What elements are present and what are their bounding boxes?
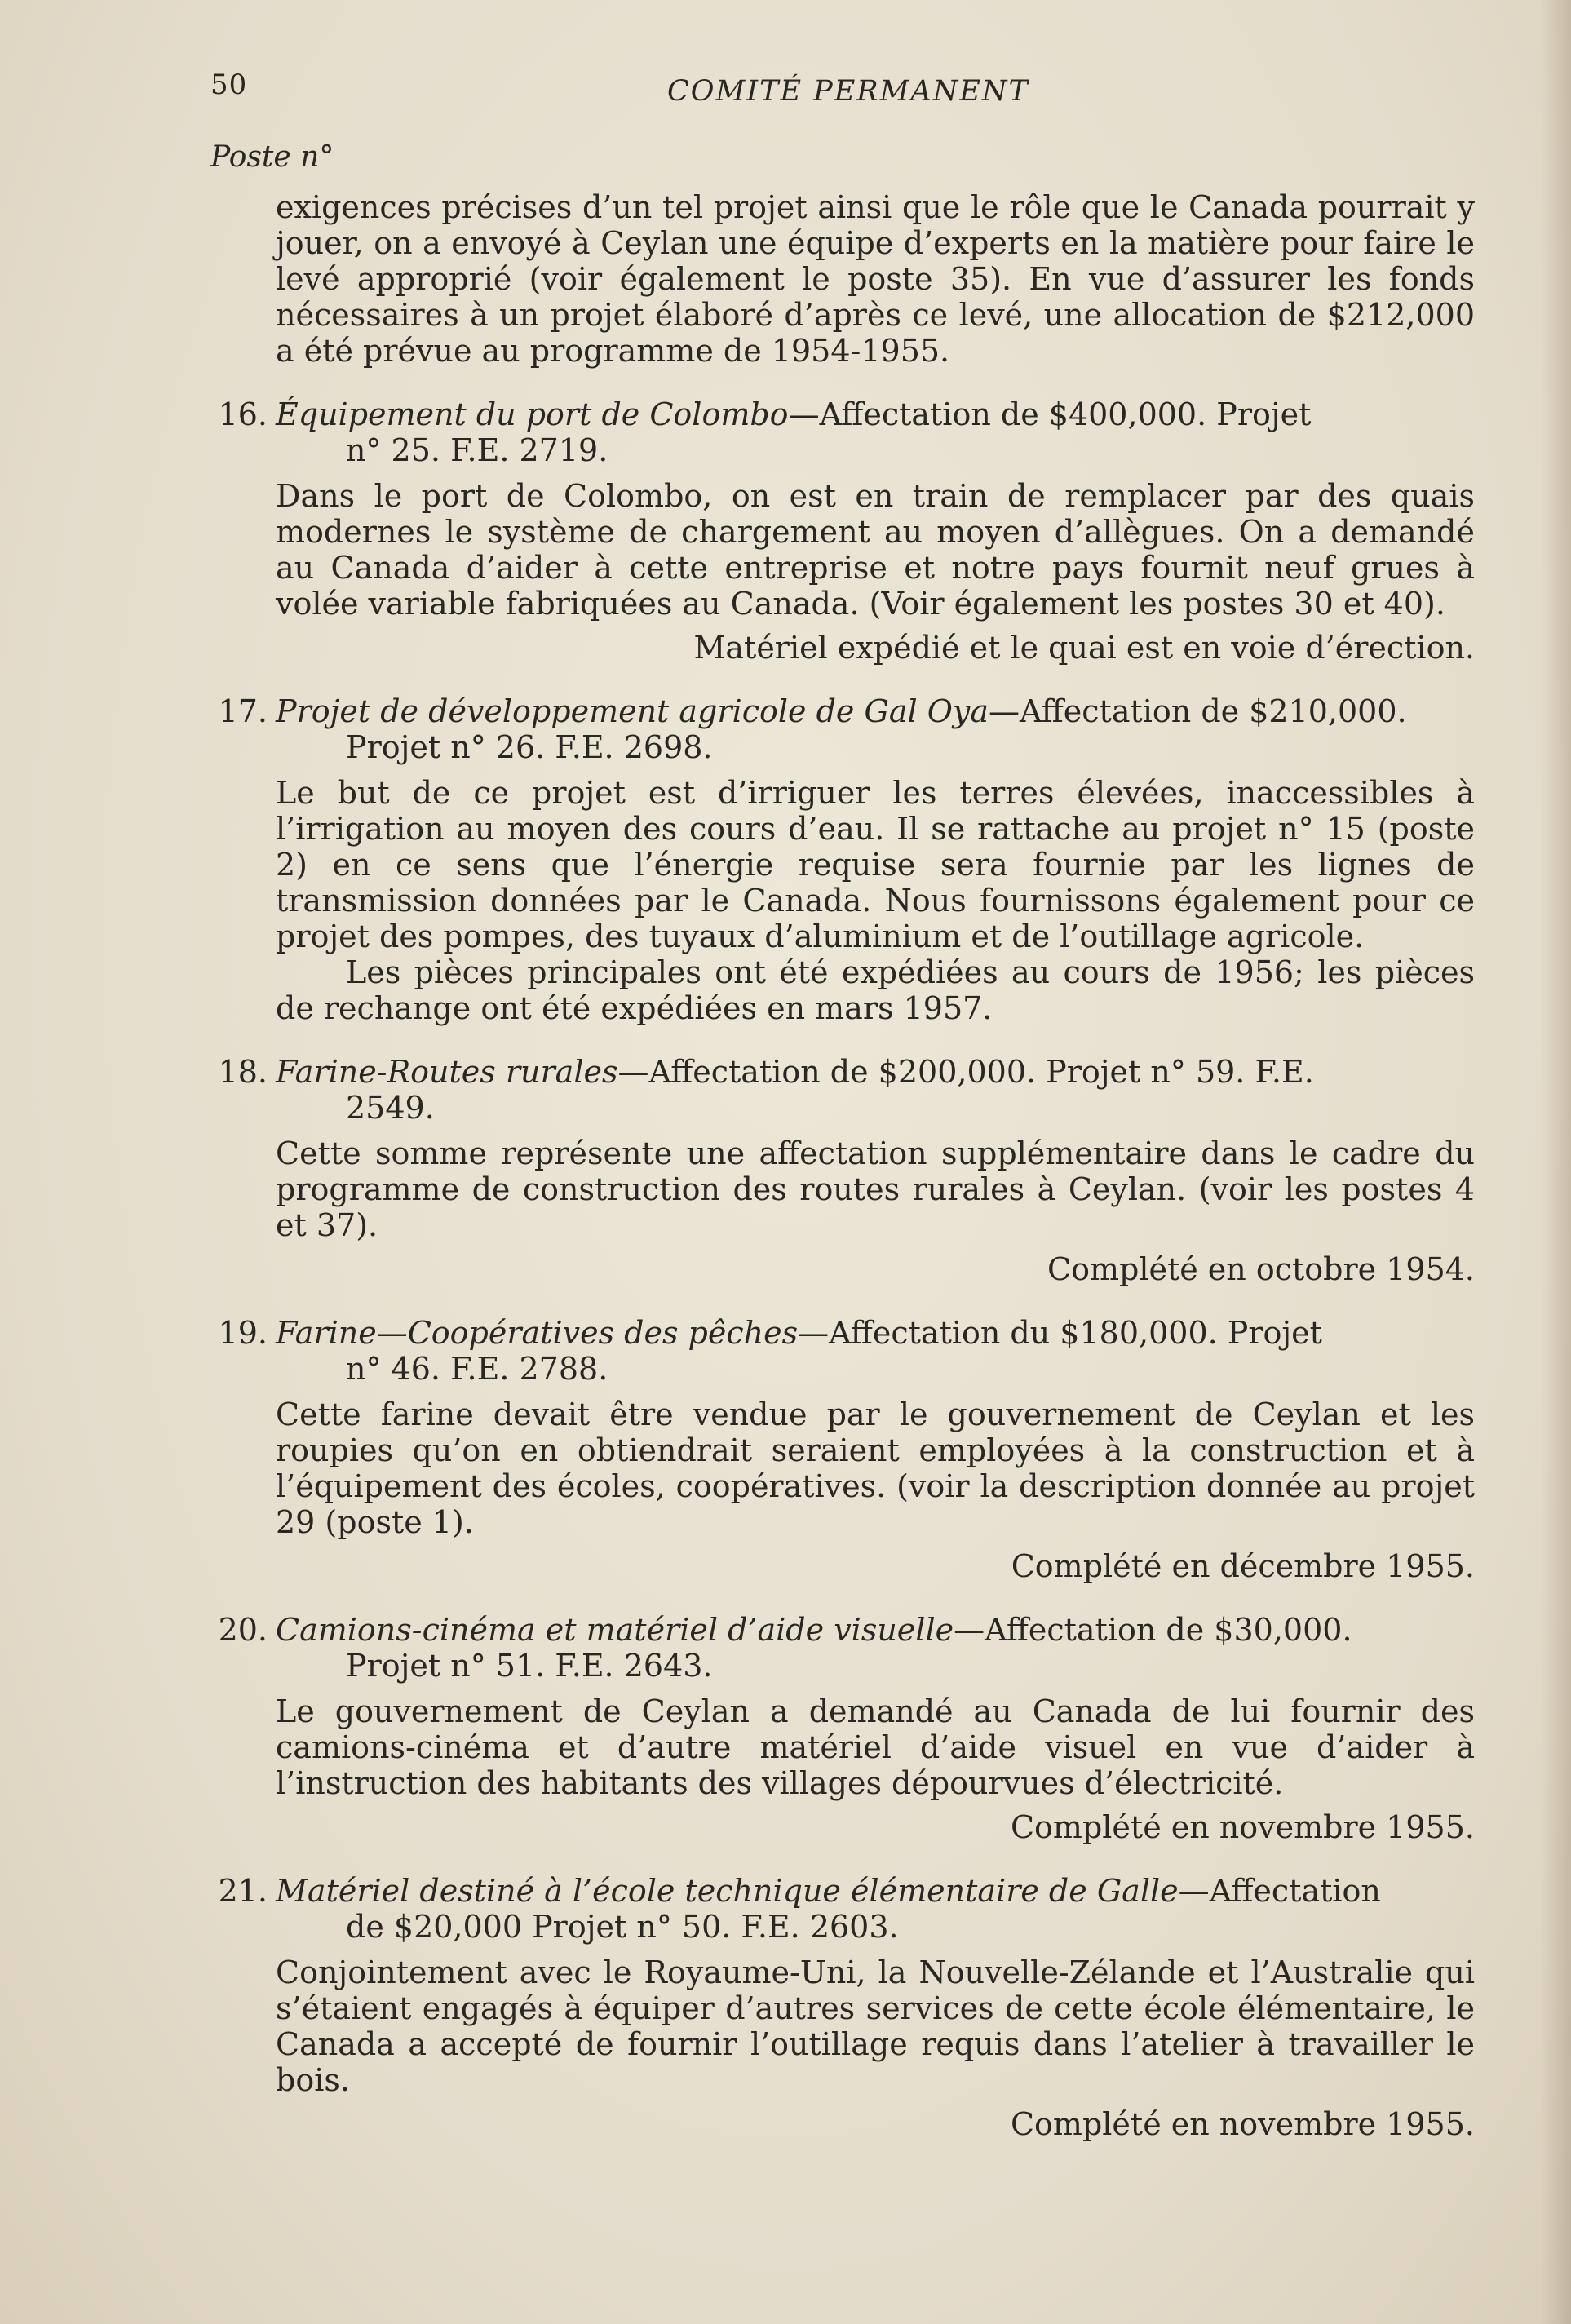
entry-number: 17. bbox=[218, 693, 268, 729]
column-label: Poste n° bbox=[210, 140, 334, 174]
entry-number: 21. bbox=[218, 1873, 268, 1909]
entry-allocation: —Affectation bbox=[1178, 1873, 1381, 1909]
entry-reference: n° 46. F.E. 2788. bbox=[346, 1351, 608, 1387]
entry-allocation: —Affectation de $210,000. bbox=[989, 693, 1407, 729]
entry-reference: Projet n° 51. F.E. 2643. bbox=[346, 1648, 713, 1684]
entry-paragraph: Conjointement avec le Royaume-Uni, la Nouvelle-Zélande et l’Australie qui s’étaient engagés à équiper d’autres services de cette école élémentaire, le Canada a accepté de fournir l’outillage requis dans l’atelier à travailler le bois. bbox=[276, 1954, 1475, 2098]
entry-title: Farine—Coopératives des pêches bbox=[276, 1315, 799, 1351]
entry-heading bbox=[276, 1873, 1475, 1909]
entry-paragraph: Dans le port de Colombo, on est en train de remplacer par des quais modernes le système de chargement au moyen d’allègues. On a demandé au Canada d’aider à cette entreprise et notre pays fournit neuf grues à volée variable fabriquées au Canada. (Voir également les postes 30 et 40). bbox=[276, 478, 1475, 622]
entry-allocation: —Affectation du $180,000. Projet bbox=[798, 1315, 1322, 1351]
entry-heading bbox=[276, 396, 1475, 432]
entry-paragraph: Cette somme représente une affectation supplémentaire dans le cadre du programme de construction des routes rurales à Ceylan. (voir les postes 4 et 37). bbox=[276, 1135, 1475, 1243]
entry-status: Complété en octobre 1954. bbox=[1047, 1251, 1475, 1287]
entry-heading bbox=[276, 1315, 1475, 1351]
entry-status: Complété en novembre 1955. bbox=[1010, 2106, 1475, 2142]
running-head: COMITÉ PERMANENT bbox=[667, 75, 1029, 108]
entry-heading bbox=[276, 693, 1475, 729]
entry-paragraph: Le but de ce projet est d’irriguer les terres élevées, inaccessibles à l’irrigation au moyen des cours d’eau. Il se rattache au projet n° 15 (poste 2) en ce sens que l’énergie requise sera fournie par les lignes de transmission données par le Canada. Nous fournissons également pour ce projet des pompes, des tuyaux d’aluminium et de l’outillage agricole. bbox=[276, 775, 1475, 954]
entry-20 bbox=[218, 1612, 1475, 1845]
entry-status: Complété en décembre 1955. bbox=[1011, 1548, 1475, 1584]
entry-21 bbox=[218, 1873, 1475, 2142]
intro-paragraph: exigences précises d’un tel projet ainsi que le rôle que le Canada pourrait y jouer, on a envoyé à Ceylan une équipe d’experts en la matière pour faire le levé approprié (voir également le poste 35). En vue d’assurer les fonds nécessaires à un projet élaboré d’après ce levé, une allocation de $212,000 a été prévue au programme de 1954-1955. bbox=[276, 189, 1475, 369]
entry-number: 18. bbox=[218, 1054, 268, 1090]
entry-number: 19. bbox=[218, 1315, 268, 1351]
entry-heading bbox=[276, 1612, 1475, 1648]
entry-number: 20. bbox=[218, 1612, 268, 1648]
page-edge-shadow bbox=[1540, 0, 1571, 2324]
entry-paragraph: Les pièces principales ont été expédiées au cours de 1956; les pièces de rechange ont été expédiées en mars 1957. bbox=[276, 954, 1475, 1026]
entry-allocation: —Affectation de $400,000. Projet bbox=[788, 396, 1312, 432]
entry-paragraph: Le gouvernement de Ceylan a demandé au Canada de lui fournir des camions-cinéma et d’autre matériel d’aide visuel en vue d’aider à l’instruction des habitants des villages dépourvues d’électricité. bbox=[276, 1693, 1475, 1801]
entry-number: 16. bbox=[218, 396, 268, 432]
entry-reference: de $20,000 Projet n° 50. F.E. 2603. bbox=[346, 1909, 899, 1945]
entry-title: Camions-cinéma et matériel d’aide visuelle bbox=[276, 1612, 954, 1648]
entry-heading bbox=[276, 1054, 1475, 1090]
page-number: 50 bbox=[210, 69, 248, 101]
entry-reference: Projet n° 26. F.E. 2698. bbox=[346, 729, 713, 765]
entry-allocation: —Affectation de $30,000. bbox=[954, 1612, 1352, 1648]
entry-reference: n° 25. F.E. 2719. bbox=[346, 432, 608, 468]
entry-17 bbox=[218, 693, 1475, 1026]
entry-paragraph: Cette farine devait être vendue par le gouvernement de Ceylan et les roupies qu’on en obtiendrait seraient employées à la construction et à l’équipement des écoles, coopératives. (voir la description donnée au projet 29 (poste 1). bbox=[276, 1397, 1475, 1540]
entry-allocation: —Affectation de $200,000. Projet n° 59. F.E. bbox=[617, 1054, 1314, 1090]
entry-18 bbox=[218, 1054, 1475, 1287]
entry-title: Équipement du port de Colombo bbox=[276, 396, 789, 432]
entry-title: Matériel destiné à l’école technique élémentaire de Galle bbox=[276, 1873, 1179, 1909]
entry-reference: 2549. bbox=[346, 1090, 435, 1126]
entry-status: Matériel expédié et le quai est en voie d’érection. bbox=[693, 630, 1475, 666]
entry-title: Projet de développement agricole de Gal Oya bbox=[276, 693, 989, 729]
entry-19 bbox=[218, 1315, 1475, 1584]
entry-16 bbox=[218, 396, 1475, 666]
entry-title: Farine-Routes rurales bbox=[276, 1054, 618, 1090]
entry-status: Complété en novembre 1955. bbox=[1010, 1809, 1475, 1845]
main-content bbox=[218, 189, 1475, 2142]
